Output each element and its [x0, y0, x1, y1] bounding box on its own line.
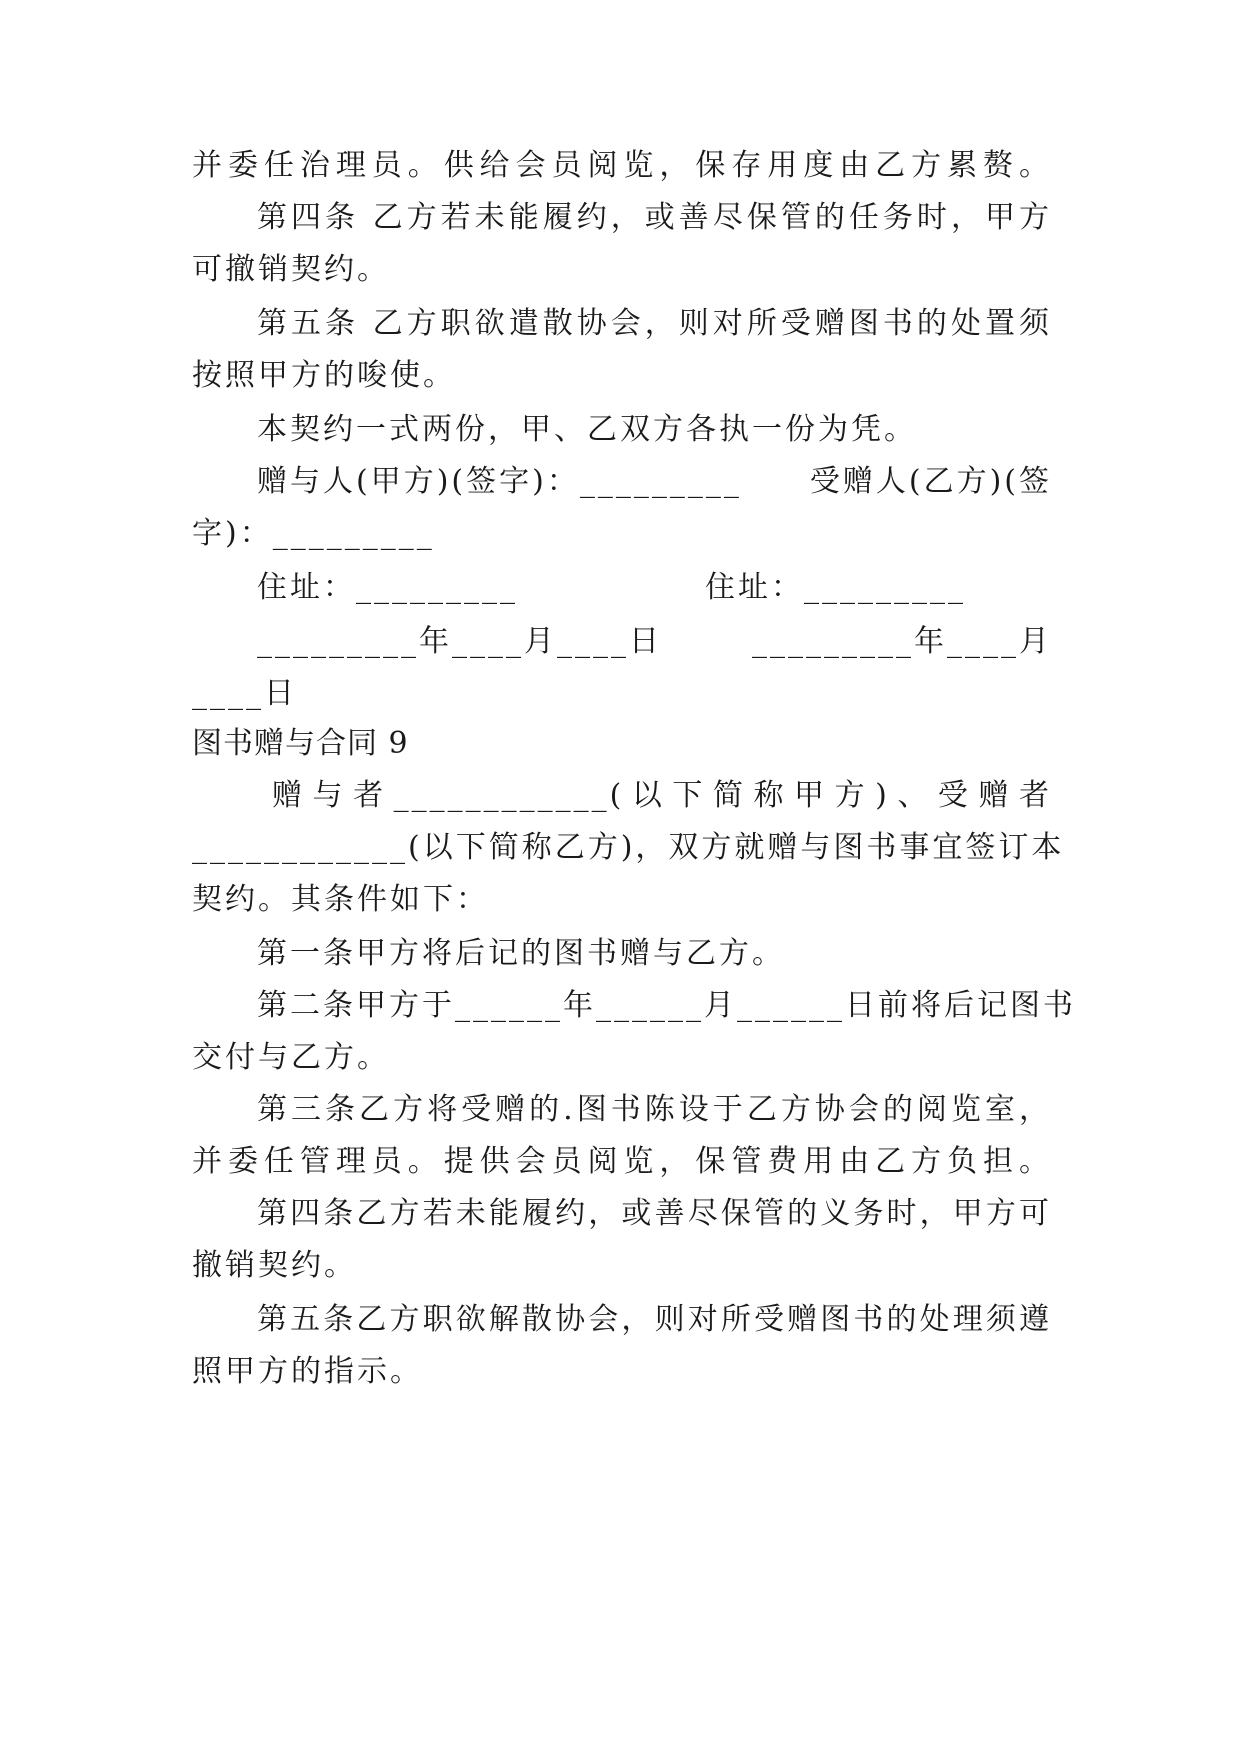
clause-2-continuation: 交付与乙方。	[192, 1040, 390, 1075]
clause-5b-continuation: 照甲方的指示。	[192, 1354, 423, 1389]
donee-address-label: 住址：_________	[705, 570, 966, 605]
clause-5-line: 第五条 乙方职欲遣散协会，则对所受赠图书的处置须	[257, 306, 1052, 341]
date-continuation: ____日	[192, 676, 297, 711]
clause-4b-line: 第四条乙方若未能履约，或善尽保管的义务时，甲方可	[257, 1196, 1052, 1231]
conditions-intro: 契约。其条件如下：	[192, 882, 489, 917]
donee-signature-label: 受赠人(乙方)(签	[809, 464, 1052, 499]
clause-4b-continuation: 撤销契约。	[192, 1248, 357, 1283]
clause-3-line: 第三条乙方将受赠的.图书陈设于乙方协会的阅览室，	[257, 1092, 1052, 1127]
donor-signature-label: 赠与人(甲方)(签字)：_________	[257, 464, 742, 499]
signature-line	[257, 462, 1052, 502]
clause-2-line: 第二条甲方于______年______月______日前将后记图书	[257, 988, 1076, 1023]
signature-continuation: 字)：_________	[192, 516, 435, 551]
copies-statement: 本契约一式两份，甲、乙双方各执一份为凭。	[257, 412, 917, 447]
clause-1: 第一条甲方将后记的图书赠与乙方。	[257, 936, 785, 971]
date-line	[257, 622, 1052, 662]
clause-4-line: 第四条 乙方若未能履约，或善尽保管的任务时，甲方	[257, 200, 1052, 235]
clause-3-continuation: 并委任管理员。提供会员阅览，保管费用由乙方负担。	[192, 1144, 1052, 1179]
section-title: 图书赠与合同 9	[192, 726, 409, 761]
clause-5b-line: 第五条乙方职欲解散协会，则对所受赠图书的处理须遵	[257, 1302, 1052, 1337]
donee-date-field: _________年____月	[752, 624, 1052, 659]
parties-continuation: ____________(以下简称乙方)，双方就赠与图书事宜签订本	[192, 830, 1065, 865]
address-line	[257, 568, 1052, 608]
clause-5-continuation: 按照甲方的唆使。	[192, 358, 456, 393]
donor-date-field: _________年____月____日	[257, 624, 662, 659]
parties-line: 赠与者____________(以下简称甲方)、受赠者	[272, 778, 1052, 813]
clause-4-continuation: 可撤销契约。	[192, 252, 390, 287]
paragraph-line: 并委任治理员。供给会员阅览，保存用度由乙方累赘。	[192, 148, 1052, 183]
donor-address-label: 住址：_________	[257, 570, 518, 605]
